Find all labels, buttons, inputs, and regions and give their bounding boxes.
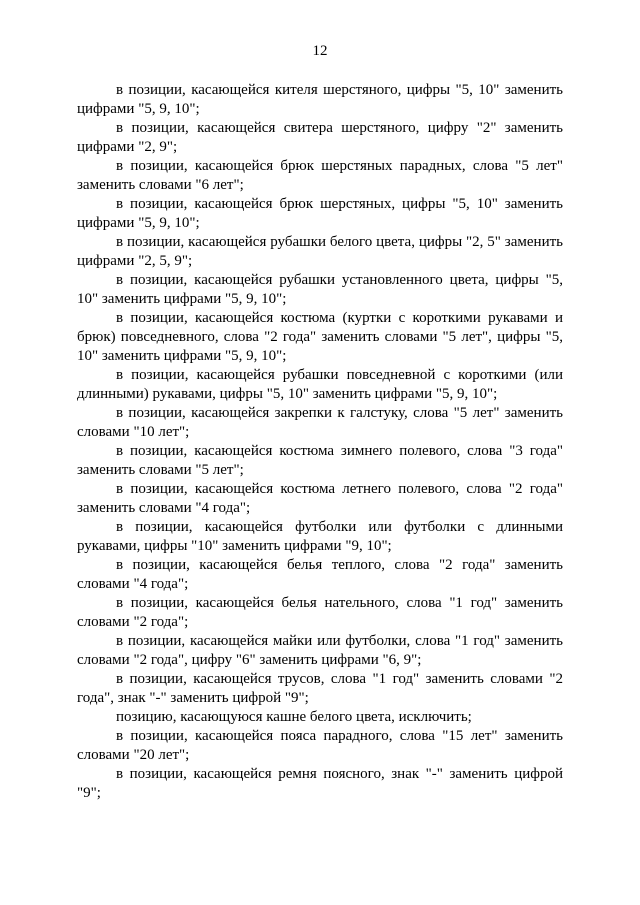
paragraph-kashne: позицию, касающуюся кашне белого цвета, исключить; [116, 709, 472, 725]
document-body [77, 81, 563, 803]
paragraph-majka: в позиции, касающейся майки или футболки, слова "1 год" заменить словами "2 года", цифру "6" заменить цифрами "6, 9"; [77, 633, 563, 668]
paragraph-kostyum-povsednevnyj: в позиции, касающейся костюма (куртки с короткими рукавами и брюк) повседневного, слова "2 года" заменить словами "5 лет", цифры "5, 10" заменить цифрами "5, 9, 10"; [77, 310, 563, 364]
paragraph-belye-natelnoe: в позиции, касающейся белья нательного, слова "1 год" заменить словами "2 года"; [77, 595, 563, 630]
paragraph-sviter: в позиции, касающейся свитера шерстяного, цифру "2" заменить цифрами "2, 9"; [77, 120, 563, 155]
paragraph-remen-poyasnoj: в позиции, касающейся ремня поясного, знак "-" заменить цифрой "9"; [77, 766, 563, 801]
paragraph-bryuki: в позиции, касающейся брюк шерстяных, цифры "5, 10" заменить цифрами "5, 9, 10"; [77, 196, 563, 231]
paragraph-kostyum-letnij: в позиции, касающейся костюма летнего полевого, слова "2 года" заменить словами "4 года"; [77, 481, 563, 516]
paragraph-rubashka-belaya: в позиции, касающейся рубашки белого цвета, цифры "2, 5" заменить цифрами "2, 5, 9"; [77, 234, 563, 269]
paragraph-futbolka: в позиции, касающейся футболки или футболки с длинными рукавами, цифры "10" заменить цифрами "9, 10"; [77, 519, 563, 554]
paragraph-kitel: в позиции, касающейся кителя шерстяного, цифры "5, 10" заменить цифрами "5, 9, 10"; [77, 82, 563, 117]
paragraph-zakrepka: в позиции, касающейся закрепки к галстуку, слова "5 лет" заменить словами "10 лет"; [77, 405, 563, 440]
page-number: 12 [312, 43, 328, 59]
paragraph-kostyum-zimnij: в позиции, касающейся костюма зимнего полевого, слова "3 года" заменить словами "5 лет"; [77, 443, 563, 478]
paragraph-poyas-paradnyj: в позиции, касающейся пояса парадного, слова "15 лет" заменить словами "20 лет"; [77, 728, 563, 763]
paragraph-bryuki-paradnye: в позиции, касающейся брюк шерстяных парадных, слова "5 лет" заменить словами "6 лет"; [77, 158, 563, 193]
paragraph-belye-teploe: в позиции, касающейся белья теплого, слова "2 года" заменить словами "4 года"; [77, 557, 563, 592]
paragraph-rubashka-ustanovlennaya: в позиции, касающейся рубашки установленного цвета, цифры "5, 10" заменить цифрами "5, 9, 10"; [77, 272, 563, 307]
paragraph-rubashka-povsednevnaya: в позиции, касающейся рубашки повседневной с короткими (или длинными) рукавами, цифры "5, 10" заменить цифрами "5, 9, 10"; [77, 367, 563, 402]
paragraph-trusy: в позиции, касающейся трусов, слова "1 год" заменить словами "2 года", знак "-" заменить цифрой "9"; [77, 671, 563, 706]
